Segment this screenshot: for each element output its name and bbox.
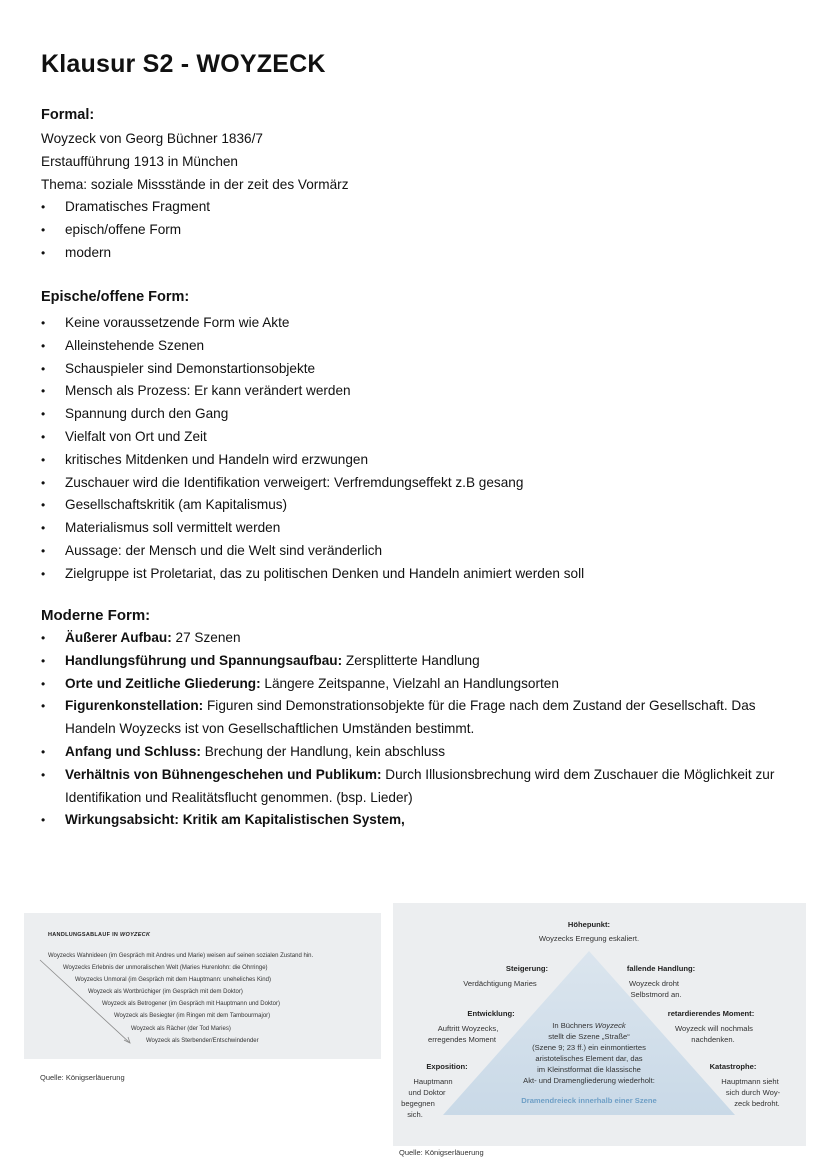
entwicklung-label: Entwicklung:: [467, 1009, 515, 1018]
list-item: [41, 650, 801, 673]
list-item: [41, 809, 801, 832]
fallend-text: Selbstmord an.: [630, 990, 682, 999]
formal-line: Thema: soziale Missstände in der zeit des Vormärz: [41, 177, 349, 192]
handlung-step: Woyzeck als Rächer (der Tod Maries): [131, 1026, 231, 1032]
triangle-caption: Dramendreieck innerhalb einer Szene: [521, 1096, 657, 1105]
item-label: Figurenkonstellation:: [65, 698, 204, 714]
exposition-text: begegnen: [401, 1099, 435, 1108]
modern-heading: Moderne Form:: [41, 607, 151, 624]
list-item: • Mensch als Prozess: Er kann verändert werden: [41, 380, 801, 403]
formal-line: Woyzeck von Georg Büchner 1836/7: [41, 131, 263, 146]
entwicklung-text: Auftritt Woyzecks,: [437, 1024, 499, 1033]
handlung-step: Woyzecks Unmoral (im Gespräch mit dem Hauptmann: uneheliches Kind): [75, 977, 271, 983]
center-text: im Kleinstformat die klassische: [537, 1065, 641, 1074]
handlungsablauf-heading: [48, 932, 150, 938]
exposition-text: sich.: [407, 1110, 423, 1119]
source-caption-left: Quelle: Königserläuerung: [40, 1073, 125, 1082]
list-item: • modern: [41, 242, 801, 265]
list-item: • Keine voraussetzende Form wie Akte: [41, 312, 801, 335]
dramendreieck-figure: [393, 903, 806, 1146]
item-label: Wirkungsabsicht: Kritik am Kapitalistischen System,: [65, 812, 405, 828]
formal-line: Erstaufführung 1913 in München: [41, 154, 238, 169]
center-text-title: Woyzeck: [594, 1021, 626, 1030]
item-text: Zersplitterte Handlung: [342, 652, 480, 668]
item-label: Anfang und Schluss:: [65, 743, 201, 759]
item-label: Handlungsführung und Spannungsaufbau:: [65, 652, 343, 668]
center-text: aristotelisches Element dar, das: [535, 1054, 643, 1063]
katastrophe-text: Hauptmann sieht: [721, 1077, 779, 1086]
heading-text: HANDLUNGSABLAUF IN: [48, 932, 121, 938]
item-text: 27 Szenen: [171, 630, 241, 645]
item-text: Längere Zeitspanne, Vielzahl an Handlungsorten: [260, 675, 559, 691]
list-item: • Spannung durch den Gang: [41, 403, 801, 426]
formal-heading: Formal:: [41, 107, 95, 123]
item-text: Durch Illusionsbrechung wird dem Zuschauer die Möglichkeit zur: [381, 766, 775, 782]
list-item: • Zuschauer wird die Identifikation verweigert: Verfremdungseffekt z.B gesang: [41, 472, 801, 495]
fallend-text: Woyzeck droht: [628, 979, 680, 988]
list-item: [41, 673, 801, 696]
retardierendes-text: Woyzeck will nochmals: [675, 1024, 753, 1033]
formal-bullet-list: [41, 196, 801, 264]
handlung-step: Woyzeck als Betrogener (im Gespräch mit Hauptmann und Doktor): [102, 1001, 280, 1007]
item-label: Orte und Zeitliche Gliederung:: [65, 675, 261, 691]
exposition-label: Exposition:: [426, 1062, 468, 1071]
modern-bullet-list: [41, 627, 801, 832]
center-text-pre: In Büchners: [552, 1021, 595, 1030]
heading-title: WOYZECK: [120, 932, 151, 938]
list-item: • Gesellschaftskritik (am Kapitalismus): [41, 494, 801, 517]
handlung-step: Woyzeck als Wortbrüchiger (im Gespräch mit dem Doktor): [88, 989, 243, 995]
retardierendes-text: nachdenken.: [691, 1035, 735, 1044]
item-text: Figuren sind Demonstrationsobjekte für die Frage nach dem Zustand der Gesellschaft. Das: [203, 698, 756, 714]
center-text: [509, 1021, 669, 1031]
fallend-label: fallende Handlung:: [626, 964, 696, 973]
episch-bullet-list: [41, 312, 801, 586]
list-item: [41, 627, 801, 650]
list-item: • Vielfalt von Ort und Zeit: [41, 426, 801, 449]
list-item: • Alleinstehende Szenen: [41, 335, 801, 358]
katastrophe-label: Katastrophe:: [709, 1062, 757, 1071]
item-continuation: Identifikation und Realitätsflucht genommen. (bsp. Lieder): [65, 789, 413, 805]
exposition-text: und Doktor: [408, 1088, 446, 1097]
hoehepunkt-label: Höhepunkt:: [567, 920, 611, 929]
list-item: • Zielgruppe ist Proletariat, das zu politischen Denken und Handeln animiert werden soll: [41, 563, 801, 586]
center-text: stellt die Szene „Straße“: [548, 1032, 630, 1041]
list-item: • Dramatisches Fragment: [41, 196, 801, 219]
hoehepunkt-text: Woyzecks Erregung eskaliert.: [538, 934, 640, 943]
handlung-step: Woyzecks Erlebnis der unmoralischen Welt (Maries Hurenlohn: die Ohrringe): [63, 965, 268, 971]
list-item: [41, 695, 801, 741]
item-continuation: Handeln Woyzecks ist von Gesellschaftlichen Umständen bestimmt.: [65, 721, 475, 737]
katastrophe-text: zeck bedroht.: [734, 1099, 780, 1108]
katastrophe-text: sich durch Woy-: [725, 1088, 781, 1097]
entwicklung-text: erregendes Moment: [428, 1035, 496, 1044]
list-item: • Aussage: der Mensch und die Welt sind veränderlich: [41, 540, 801, 563]
list-item: • Schauspieler sind Demonstartionsobjekte: [41, 358, 801, 381]
list-item: • kritisches Mitdenken und Handeln wird erzwungen: [41, 449, 801, 472]
item-label: Äußerer Aufbau:: [65, 630, 172, 645]
steigerung-text: Verdächtigung Maries: [463, 979, 537, 988]
handlungsablauf-figure: [24, 913, 381, 1059]
list-item: • episch/offene Form: [41, 219, 801, 242]
episch-heading: Epische/offene Form:: [41, 289, 190, 305]
list-item: • Materialismus soll vermittelt werden: [41, 517, 801, 540]
retardierendes-label: retardierendes Moment:: [667, 1009, 755, 1018]
steigerung-label: Steigerung:: [505, 964, 549, 973]
item-text: Brechung der Handlung, kein abschluss: [200, 743, 446, 759]
list-item: [41, 764, 801, 810]
handlung-step: Woyzeck als Sterbender/Entschwindender: [146, 1038, 259, 1044]
center-text: Akt- und Dramengliederung wiederholt:: [523, 1076, 655, 1085]
source-caption-right: Quelle: Königserläuerung: [399, 1148, 484, 1157]
item-label: Verhältnis von Bühnengeschehen und Publikum:: [65, 766, 382, 782]
handlung-step: Woyzeck als Besiegter (im Ringen mit dem Tambourmajor): [114, 1013, 271, 1019]
center-text: (Szene 9; 23 ff.) ein einmontiertes: [532, 1043, 646, 1052]
list-item: [41, 741, 801, 764]
exposition-text: Hauptmann: [413, 1077, 453, 1086]
page-title: Klausur S2 - WOYZECK: [41, 50, 326, 78]
handlung-step: Woyzecks Wahnideen (im Gespräch mit Andres und Marie) weisen auf seinen sozialen Zustand hin.: [48, 953, 314, 959]
